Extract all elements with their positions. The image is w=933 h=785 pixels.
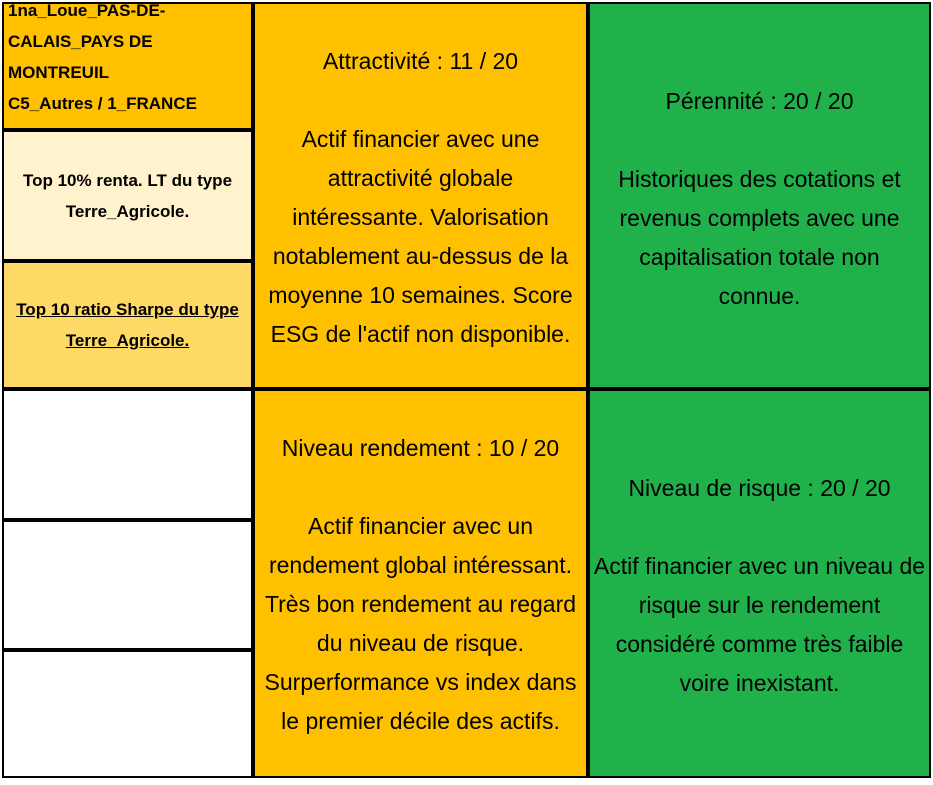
top-sharpe-link[interactable]: Top 10 ratio Sharpe du type	[16, 300, 239, 319]
top-renta-line: Terre_Agricole.	[65, 201, 190, 221]
rendement-text: rendement global intéressant.	[268, 552, 573, 578]
risque-text: voire inexistant.	[679, 670, 840, 696]
asset-info-cell	[2, 2, 253, 130]
asset-info-line: C5_Autres / 1_FRANCE	[8, 94, 197, 113]
rendement-text: le premier décile des actifs.	[281, 708, 560, 734]
empty-cell	[2, 389, 253, 520]
attractivite-title: Attractivité : 11 / 20	[322, 48, 519, 74]
attractivite-text: Actif financier avec une	[301, 126, 540, 152]
top-renta-line: Top 10% renta. LT du type	[22, 170, 233, 190]
attractivite-text: intéressante. Valorisation	[292, 204, 549, 230]
rendement-text: Surperformance vs index dans	[264, 669, 577, 695]
attractivite-text: attractivité globale	[327, 165, 514, 191]
rendement-title: Niveau rendement : 10 / 20	[281, 435, 560, 461]
asset-info-line: MONTREUIL	[8, 63, 110, 82]
attractivite-text: moyenne 10 semaines. Score	[268, 282, 573, 308]
risque-text: Actif financier avec un niveau de	[593, 553, 926, 579]
risque-text: considéré comme très faible	[615, 631, 904, 657]
risque-text: risque sur le rendement	[638, 592, 881, 618]
rendement-text: Actif financier avec un	[307, 513, 533, 539]
attractivite-cell	[253, 2, 588, 389]
risque-cell	[588, 389, 931, 778]
perennite-text: capitalisation totale non	[639, 244, 880, 270]
perennite-title: Pérennité : 20 / 20	[665, 88, 854, 114]
attractivite-text: ESG de l'actif non disponible.	[270, 321, 571, 347]
rendement-cell	[253, 389, 588, 778]
rendement-text: du niveau de risque.	[316, 630, 525, 656]
risque-title: Niveau de risque : 20 / 20	[628, 475, 891, 501]
top-sharpe-cell[interactable]	[2, 261, 253, 389]
empty-cell	[2, 520, 253, 650]
asset-info-line: CALAIS_PAYS DE	[8, 32, 153, 51]
top-sharpe-link[interactable]: Terre_Agricole.	[65, 331, 190, 350]
perennite-text: Historiques des cotations et	[618, 166, 901, 192]
perennite-text: connue.	[718, 283, 801, 309]
top-renta-cell	[2, 130, 253, 261]
perennite-cell	[588, 2, 931, 389]
rendement-text: Très bon rendement au regard	[264, 591, 577, 617]
asset-info-line: 1na_Loue_PAS-DE-	[8, 1, 166, 20]
empty-cell	[2, 650, 253, 778]
attractivite-text: notablement au-dessus de la	[272, 243, 569, 269]
perennite-text: revenus complets avec une	[619, 205, 900, 231]
